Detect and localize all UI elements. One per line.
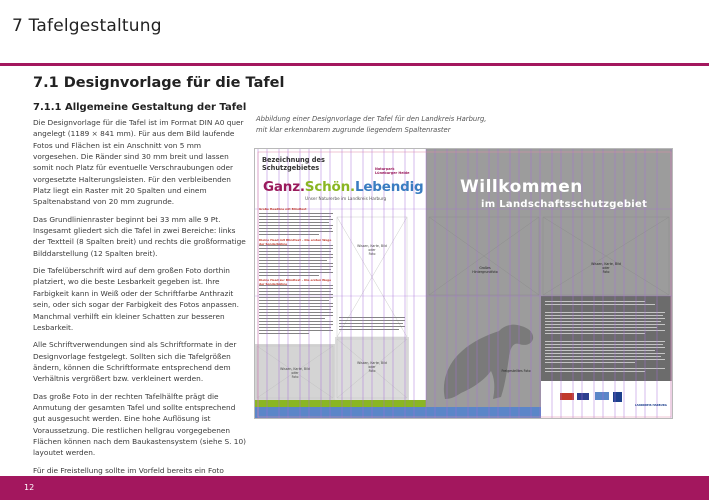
- paragraph: Das große Foto in der rechten Tafelhälfte prägt die Anmutung der gesamten Tafel und sollte entsprechend gut ausgesucht werden. Eine hohe Auflösung ist Voraussetzung. Die restlichen hellgrau vorgegebenen Flächen können nach dem Baukastensystem (siehe S. 10) layoutet werden.: [33, 391, 246, 458]
- sponsor-logo-3: [595, 392, 609, 400]
- paragraph: Die Designvorlage für die Tafel ist im Format DIN A0 quer angelegt (1189 × 841 mm). Für aus dem Bild laufende Fotos und Flächen ist ein Anschnitt von 5 mm vorgesehen. Die Ränder sind 30 mm breit und lassen somit noch Platz für eventuelle Verschraubungen oder vorgesetzte Halterungsleisten. Für den verbleibenden Platz liegt ein Raster mit 20 Spalten und einem Spaltenabstand von 20 mm zugrunde.: [33, 118, 244, 207]
- placeholder-label: Großes Hintergrundfoto: [472, 266, 498, 274]
- sponsor-logo-1: [560, 393, 574, 400]
- red-subhead: Kleine Head zur Blindtext – Die ersten Wege der Sonderbühne: [259, 278, 332, 286]
- slogan-word: Lebendig: [354, 179, 424, 195]
- paragraph: Für die Freistellung sollte im Vorfeld bereits ein Foto: [33, 465, 224, 475]
- red-subhead: Kleine Head mit Blindtext – Die ersten Wege der Sonderbühne: [259, 238, 332, 246]
- body-text: [33, 117, 248, 500]
- text-lines: [259, 213, 405, 334]
- paragraph: Alle Schriftverwendungen sind als Schriftformate in der Designvorlage festgelegt. Sollten sich die Tafelgrößen ändern, können die Schriftformate entsprechend dem Verhältnis vergrößert bzw. verkleinert werden.: [33, 340, 237, 384]
- caption-line: Abbildung einer Designvorlage der Tafel für den Landkreis Harburg,: [256, 115, 487, 123]
- logo-line: Naturpark: [375, 167, 395, 171]
- green-band: [255, 400, 426, 407]
- title-line: Schutzgebietes: [262, 163, 320, 172]
- red-headline: Große Headline mit Blindtext: [259, 207, 307, 211]
- poster-headline: Willkommen: [460, 177, 583, 197]
- landkreis-wordmark: LANDKREIS HARBURG: [635, 404, 667, 407]
- placeholder-label: Wissen, Karte, Bild oder Foto: [591, 262, 621, 274]
- header-rule: [0, 63, 709, 66]
- logo-line: Lüneburger Heide: [375, 171, 410, 175]
- landkreis-logo: [613, 392, 622, 402]
- campaign-slogan: [263, 179, 424, 195]
- paragraph: Die Tafelüberschrift wird auf dem großen Foto dorthin platziert, wo die beste Lesbarkeit gegeben ist. Ihre Farbigkeit kann in Weiß oder der Schriftfarbe Anthrazit sein, oder sich sogar der Farbigkeit des Fotos anpassen. Manchmal verhilft ein kleiner Schatten zur besseren Lesbarkeit.: [33, 266, 239, 332]
- poster-subheadline: im Landschaftsschutzgebiet: [481, 199, 648, 210]
- section-heading: 7.1 Designvorlage für die Tafel: [33, 75, 285, 91]
- naturpark-logo: [375, 167, 409, 175]
- poster-template: [254, 148, 673, 419]
- title-line: Bezeichnung des: [262, 156, 325, 164]
- figure-caption: [256, 114, 676, 135]
- protected-area-title: [262, 157, 325, 172]
- placeholder-label: Freigestelltes Foto: [501, 369, 531, 373]
- footer-bar: [0, 476, 709, 500]
- sponsor-logo-2: [577, 393, 589, 400]
- subsection-heading: 7.1.1 Allgemeine Gestaltung der Tafel: [33, 102, 247, 113]
- page-number: 12: [24, 483, 35, 492]
- paragraph: Das Grundlinienraster beginnt bei 33 mm alle 9 Pt. Insgesamt gliedert sich die Tafel in zwei Bereiche: links der Textteil (8 Spalten breit) und rechts die großformatige Bilddarstellung (12 Spalten breit).: [33, 214, 246, 258]
- placeholder-label: Wissen, Karte, Bild oder Foto: [357, 244, 387, 256]
- campaign-subline: Unser Naturerbe im Landkreis Harburg: [305, 196, 387, 201]
- chapter-title: 7 Tafelgestaltung: [12, 16, 162, 36]
- slogan-word: Ganz.: [263, 179, 305, 195]
- caption-line: mit klar erkennbarem zugrunde liegendem Spaltenraster: [256, 125, 451, 134]
- placeholder-label: Wissen, Karte, Bild oder Foto: [280, 367, 310, 379]
- placeholder-label: Wissen, Karte, Bild oder Foto: [357, 361, 387, 373]
- slogan-word: Schön.: [304, 179, 355, 195]
